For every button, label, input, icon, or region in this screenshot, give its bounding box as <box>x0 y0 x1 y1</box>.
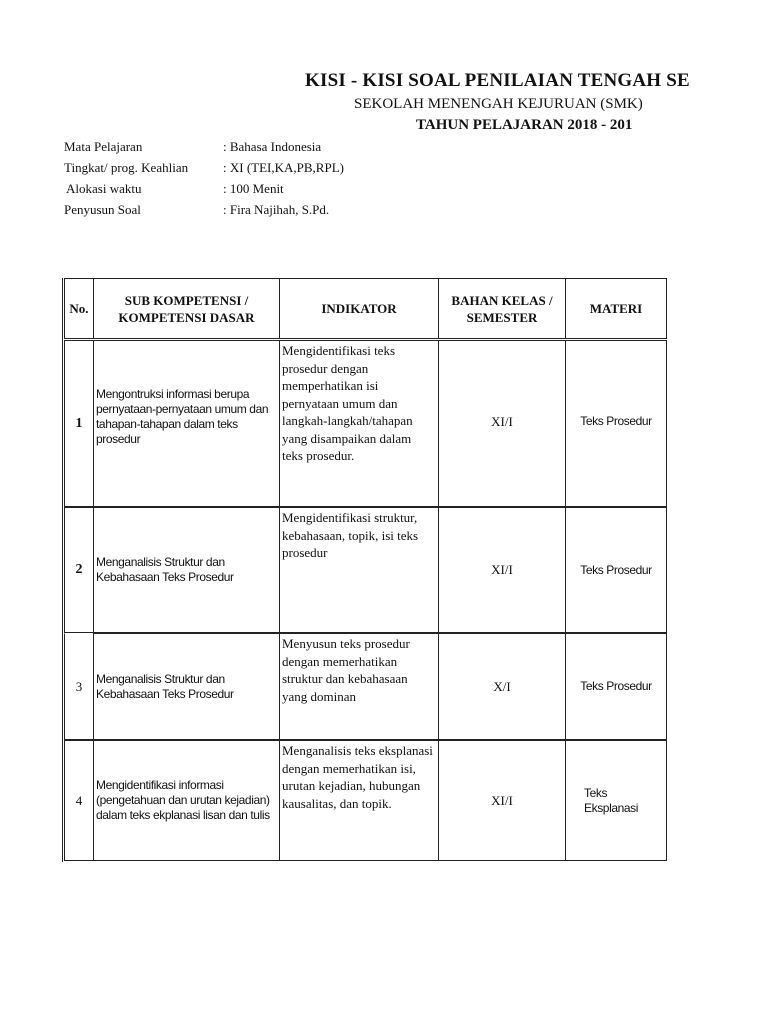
row-number: 4 <box>75 792 83 808</box>
header-indikator-label: INDIKATOR <box>321 301 397 316</box>
row2-no <box>64 507 94 633</box>
header-kd <box>93 278 280 339</box>
academic-year: TAHUN PELAJARAN 2018 - 201 <box>416 117 633 133</box>
table-left-border <box>62 278 63 862</box>
row3-materi <box>565 633 667 740</box>
meta-label: Penyusun Soal <box>64 202 141 217</box>
header-materi <box>565 278 667 339</box>
meta-label: Mata Pelajaran <box>64 139 143 154</box>
row2-indikator <box>279 507 439 633</box>
header-no-label: No. <box>69 301 89 316</box>
materi-text: Teks Prosedur <box>580 562 652 577</box>
row-number: 2 <box>75 562 83 577</box>
kelas-text: X/I <box>493 678 511 694</box>
meta-value: : XI (TEI,KA,PB,RPL) <box>223 160 344 175</box>
row1-indikator <box>279 340 439 507</box>
row4-no <box>64 740 94 861</box>
kelas-text: XI/I <box>491 562 513 578</box>
row4-indikator <box>279 740 439 861</box>
meta-label: Tingkat/ prog. Keahlian <box>64 160 189 175</box>
header-kd-line2: KOMPETENSI DASAR <box>118 309 255 325</box>
row1-materi <box>565 340 667 507</box>
header-kelas-line2: SEMESTER <box>466 309 538 325</box>
row3-kelas <box>438 633 566 740</box>
indikator-text: Mengidentifikasi teks prosedur dengan memperhatikan isi pernyataan umum dan langkah-langkah/tahapan yang disampaikan dalam teks prosedur. <box>282 343 413 463</box>
school-name: SEKOLAH MENENGAH KEJURUAN (SMK) <box>354 96 643 112</box>
row1-no <box>64 340 94 507</box>
row1-kelas <box>438 340 566 507</box>
kelas-text: XI/I <box>491 413 513 429</box>
row3-no <box>64 633 94 740</box>
meta-label: Alokasi waktu <box>66 181 142 196</box>
indikator-text: Menyusun teks prosedur dengan memerhatikan struktur dan kebahasaan yang dominan <box>282 636 410 704</box>
meta-value: : Bahasa Indonesia <box>223 139 322 154</box>
row2-materi <box>565 507 667 633</box>
materi-text: Teks Eksplanasi <box>584 785 639 815</box>
kd-text: Mengontruksi informasi berupa pernyataan-pernyataan umum dan tahapan-tahapan dalam teks prosedur <box>96 386 269 446</box>
row4-kd <box>93 740 280 861</box>
meta-value: : Fira Najihah, S.Pd. <box>223 202 330 217</box>
header-kelas <box>438 278 566 339</box>
row1-kd <box>93 340 280 507</box>
indikator-text: Menganalisis teks eksplanasi dengan memerhatikan isi, urutan kejadian, hubungan kausalitas, dan topik. <box>282 743 433 811</box>
meta-value: : 100 Menit <box>223 181 284 196</box>
kd-text: Mengidentifikasi informasi (pengetahuan dan urutan kejadian) dalam teks ekplanasi lisan dan tulis <box>96 778 270 822</box>
row3-indikator <box>279 633 439 740</box>
header-kd-line1: SUB KOMPETENSI / <box>124 292 249 308</box>
kd-text: Menganalisis Struktur dan Kebahasaan Teks Prosedur <box>96 671 234 701</box>
header-no <box>64 278 94 339</box>
row-number: 1 <box>75 415 83 431</box>
row2-kelas <box>438 507 566 633</box>
kd-text: Menganalisis Struktur dan Kebahasaan Teks Prosedur <box>96 555 234 584</box>
materi-text: Teks Prosedur <box>580 414 652 428</box>
document-title: KISI - KISI SOAL PENILAIAN TENGAH SE <box>305 70 690 91</box>
row-number: 3 <box>75 678 83 694</box>
header-materi-label: MATERI <box>589 301 643 316</box>
row4-materi <box>565 740 667 861</box>
header-indikator <box>279 278 439 339</box>
row4-kelas <box>438 740 566 861</box>
kelas-text: XI/I <box>491 792 513 808</box>
row2-kd <box>93 507 280 633</box>
row3-kd <box>93 633 280 740</box>
materi-text: Teks Prosedur <box>580 679 652 693</box>
header-kelas-line1: BAHAN KELAS / <box>451 292 553 308</box>
indikator-text: Mengidentifikasi struktur, kebahasaan, topik, isi teks prosedur <box>282 510 419 560</box>
